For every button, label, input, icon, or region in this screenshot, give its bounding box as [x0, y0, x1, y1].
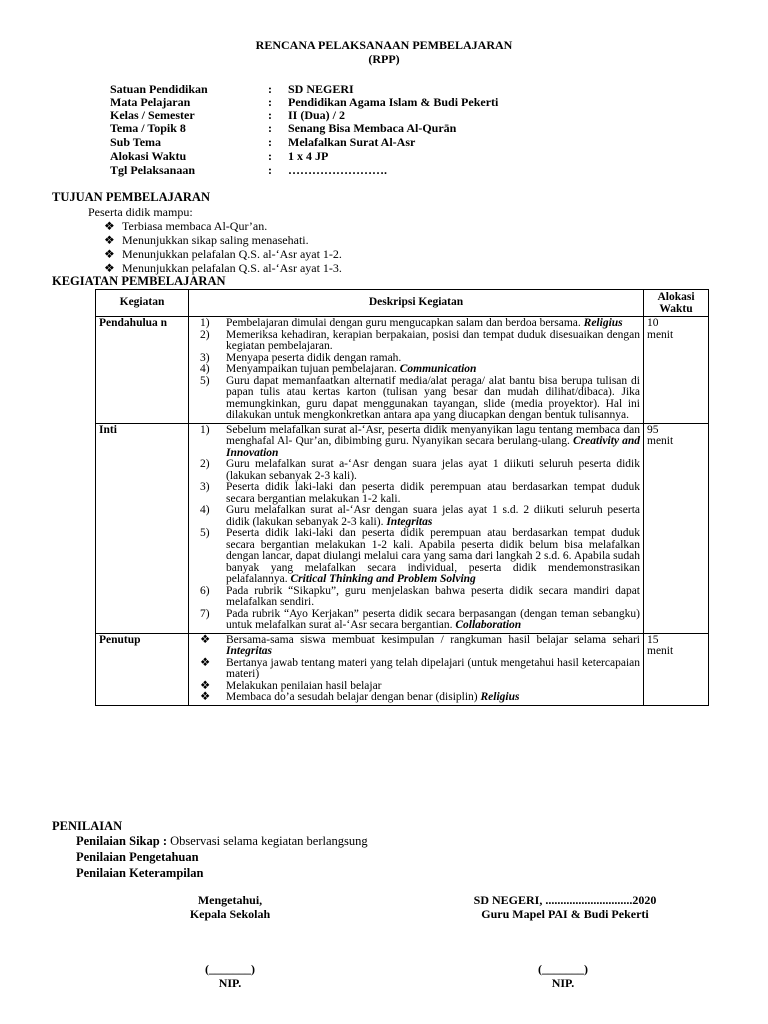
diamond-bullet-icon: ❖: [104, 233, 115, 247]
step-item: [192, 459, 640, 482]
time-value: 95: [647, 423, 659, 436]
tujuan-item-text: Menunjukkan sikap saling menasehati.: [122, 233, 309, 247]
document-subtitle: (RPP): [368, 52, 400, 66]
tujuan-item-text: Terbiasa membaca Al-Qur’an.: [122, 219, 268, 233]
step-item: [192, 376, 640, 422]
time-unit: menit: [647, 435, 674, 447]
step-item: [192, 586, 640, 609]
identity-value: SD NEGERI: [288, 82, 354, 96]
step-text: Guru melafalkan surat al-‘Asr dengan suara jelas ayat 1 s.d. 2 diikuti seluruh peserta didik (lakukan sebanyak 2-3 kali).: [226, 504, 640, 528]
step-item: [192, 425, 640, 460]
step-text: Guru melafalkan surat a-‘Asr dengan suara jelas ayat 1 diikuti seluruh peserta didik (lakukan sebanyak 2-3 kali).: [226, 458, 640, 482]
penutup-tag: Integritas: [226, 645, 273, 657]
identity-value: II (Dua) / 2: [288, 108, 346, 122]
identity-colon: :: [268, 95, 272, 109]
penutup-text: Bertanya jawab tentang materi yang telah dipelajari (untuk mengetahui hasil ketercapaian materi): [226, 656, 640, 680]
diamond-bullet-icon: ❖: [200, 656, 211, 669]
step-item: [192, 528, 640, 586]
step-item: [192, 330, 640, 353]
step-number: 7): [200, 607, 210, 620]
penutup-text: Membaca do’a sesudah belajar dengan benar (disiplin): [226, 691, 481, 703]
step-text: Pembelajaran dimulai dengan guru mengucapkan salam dan berdoa bersama.: [226, 317, 584, 329]
pendahuluan-label: Pendahulua n: [99, 317, 168, 329]
pendahuluan-steps: [192, 318, 640, 422]
penutup-item: [192, 635, 640, 658]
penilaian-sikap-label: Penilaian Sikap :: [76, 834, 167, 848]
step-number: 1): [200, 423, 210, 436]
penutup-label: Penutup: [96, 633, 189, 705]
inti-label: Inti: [96, 423, 189, 633]
identity-value: Senang Bisa Membaca Al-Qurān: [288, 121, 457, 135]
tujuan-item-text: Menunjukkan pelafalan Q.S. al-‘Asr ayat 1-3.: [122, 261, 342, 275]
step-item: [192, 482, 640, 505]
signature-right-name: (_______): [538, 962, 588, 976]
inti-steps: [192, 425, 640, 632]
identity-colon: :: [268, 163, 272, 177]
table-header-row: [96, 290, 709, 317]
diamond-bullet-icon: ❖: [200, 691, 211, 703]
identity-value: 1 x 4 JP: [288, 149, 329, 163]
kegiatan-table: [95, 289, 709, 706]
tujuan-item: [104, 233, 309, 247]
inti-time: [644, 423, 709, 633]
step-item: [192, 609, 640, 632]
step-text: Menyapa peserta didik dengan ramah.: [226, 351, 402, 364]
step-text: Memeriksa kehadiran, kerapian berpakaian, posisi dan tempat duduk disesuaikan dengan kegiatan pembelajaran.: [226, 328, 640, 352]
step-tag: Communication: [399, 363, 477, 375]
penutup-item: [192, 658, 640, 681]
step-text: Sebelum melafalkan surat al-‘Asr, peserta didik menyanyikan lagu tentang membaca dan menghafal Al- Qur’an, dibimbing guru. Nyanyikan secara berulang-ulang.: [226, 423, 640, 447]
diamond-bullet-icon: ❖: [104, 261, 115, 275]
step-text: Peserta didik laki-laki dan peserta didik perempuan atau berdasarkan tempat duduk secara bergantian melakukan 1-2 kali. Apabila peserta didik belum bisa melafalkan dengan lancar, dapat diulangi melalui cara yang sama dari langkah 2 s.d. 6. Apabila sudah banyak yang melafalkan secara individual, peserta didik mendemonstrasikan pelafalannya.: [226, 527, 640, 585]
step-text: Pada rubrik “Ayo Kerjakan” peserta didik secara berpasangan (dengan teman sebangku) untuk melafalkan surat al-‘Asr secara bergantian.: [226, 607, 640, 631]
table-row-pendahuluan: [96, 317, 709, 424]
header-kegiatan: Kegiatan: [96, 290, 189, 317]
table-row-penutup: [96, 633, 709, 705]
step-number: 2): [200, 328, 210, 341]
identity-colon: :: [268, 149, 272, 163]
header-deskripsi: Deskripsi Kegiatan: [189, 290, 644, 317]
step-tag: Creativity and Innovation: [226, 435, 641, 459]
pendahuluan-description: [189, 317, 644, 424]
identity-label: Tgl Pelaksanaan: [110, 163, 196, 177]
time-unit: menit: [647, 328, 674, 341]
tujuan-item: [104, 261, 342, 275]
step-text: Guru dapat memanfaatkan alternatif media/alat peraga/ alat bantu bisa berupa tulisan di papan tulis atau kertas karton (tulisan yang besar dan mudah dilihat/dibaca). Jika memungkinkan, guru dapat menggunakan tayangan, slide (media proyektor). Hal ini dilakukan untuk mengkonkretkan antara apa yang diucapkan dengan bentuk tulisannya.: [226, 374, 640, 421]
penutup-tag: Religius: [480, 691, 520, 703]
step-number: 3): [200, 481, 210, 493]
diamond-bullet-icon: ❖: [200, 633, 211, 646]
signature-left-line1: Mengetahui,: [197, 893, 263, 907]
tujuan-item: [104, 219, 267, 233]
identity-value: …………………….: [288, 163, 387, 177]
penutup-time: [644, 633, 709, 705]
penutup-text: Bersama-sama siswa membuat kesimpulan / rangkuman hasil belajar selama sehari: [226, 633, 640, 646]
step-tag: Collaboration: [455, 619, 522, 631]
tujuan-item: [104, 247, 342, 261]
step-number: 5): [200, 374, 210, 387]
inti-description: [189, 423, 644, 633]
penilaian-heading: PENILAIAN: [52, 819, 123, 833]
tujuan-intro: Peserta didik mampu:: [88, 205, 193, 219]
identity-label: Tema / Topik 8: [110, 121, 186, 135]
step-number: 5): [200, 527, 210, 539]
penutup-description: [189, 633, 644, 705]
step-number: 2): [200, 458, 210, 470]
step-number: 3): [200, 351, 210, 364]
diamond-bullet-icon: ❖: [104, 247, 115, 261]
kegiatan-heading: KEGIATAN PEMBELAJARAN: [52, 274, 226, 288]
identity-colon: :: [268, 82, 272, 96]
row-label: [96, 317, 189, 424]
step-number: 4): [200, 504, 210, 516]
penilaian-sikap: [76, 834, 368, 849]
identity-colon: :: [268, 121, 272, 135]
identity-colon: :: [268, 108, 272, 122]
signature-left-name: (_______): [205, 962, 255, 976]
step-text: Pada rubrik “Sikapku”, guru menjelaskan bahwa peserta didik secara mandiri dapat melafalkan sendiri.: [226, 584, 640, 608]
step-tag: Religius: [583, 317, 623, 329]
step-item: [192, 505, 640, 528]
signature-right-line1: SD NEGERI, .............................2020: [473, 893, 657, 907]
time-value: 10: [647, 317, 659, 329]
step-number: 6): [200, 584, 210, 597]
tujuan-item-text: Menunjukkan pelafalan Q.S. al-‘Asr ayat 1-2.: [122, 247, 342, 261]
penilaian-pengetahuan: Penilaian Pengetahuan: [76, 850, 199, 864]
step-text: Peserta didik laki-laki dan peserta didik perempuan atau berdasarkan tempat duduk secara bergantian melakukan 1-2 kali.: [226, 481, 640, 505]
header-alokasi: Alokasi Waktu: [644, 290, 709, 317]
identity-label: Sub Tema: [110, 135, 162, 149]
step-number: 1): [200, 317, 210, 329]
signature-left-line2: Kepala Sekolah: [189, 907, 271, 921]
identity-label: Kelas / Semester: [110, 108, 195, 122]
identity-colon: :: [268, 135, 272, 149]
table-row-inti: [96, 423, 709, 633]
step-tag: Integritas: [386, 515, 433, 528]
penutup-items: [192, 635, 640, 704]
signature-right-nip: NIP.: [551, 976, 575, 990]
diamond-bullet-icon: ❖: [104, 219, 115, 233]
penilaian-sikap-value: Observasi selama kegiatan berlangsung: [167, 834, 368, 848]
penutup-text: Melakukan penilaian hasil belajar: [226, 679, 382, 692]
step-tag: Critical Thinking and Problem Solving: [290, 573, 476, 585]
identity-value: Melafalkan Surat Al-Asr: [288, 135, 416, 149]
time-value: 15: [647, 633, 659, 646]
tujuan-heading: TUJUAN PEMBELAJARAN: [52, 190, 210, 204]
time-unit: menit: [647, 645, 674, 657]
penilaian-keterampilan: Penilaian Keterampilan: [76, 866, 204, 880]
identity-label: Mata Pelajaran: [110, 95, 191, 109]
identity-value: Pendidikan Agama Islam & Budi Pekerti: [288, 95, 499, 109]
identity-label: Satuan Pendidikan: [110, 82, 208, 96]
penutup-item: [192, 692, 640, 704]
document-title: RENCANA PELAKSANAAN PEMBELAJARAN: [255, 38, 513, 52]
signature-right-line2: Guru Mapel PAI & Budi Pekerti: [481, 907, 649, 921]
pendahuluan-time: [644, 317, 709, 424]
signature-left-nip: NIP.: [218, 976, 242, 990]
step-text: Menyampaikan tujuan pembelajaran.: [226, 363, 400, 375]
diamond-bullet-icon: ❖: [200, 679, 211, 692]
step-number: 4): [200, 363, 210, 375]
identity-label: Alokasi Waktu: [110, 149, 187, 163]
